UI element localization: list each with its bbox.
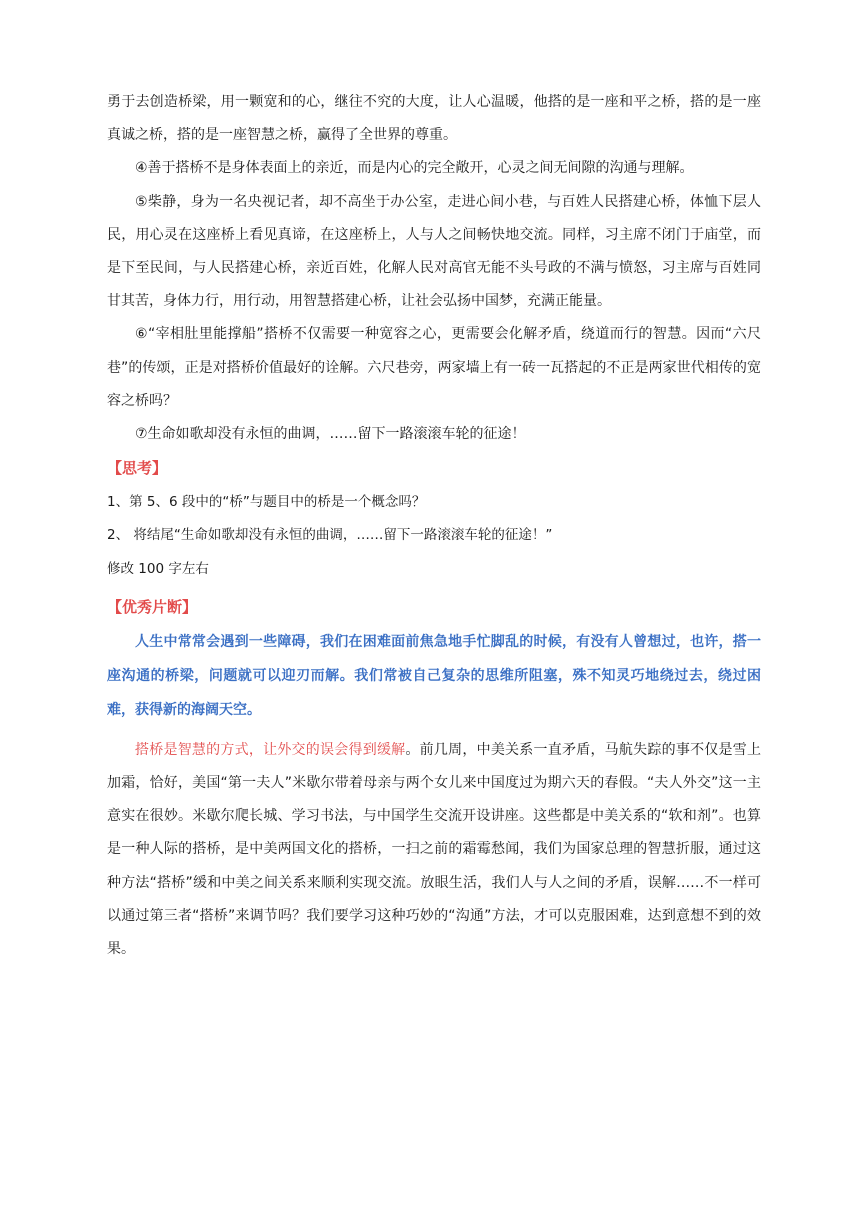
think-question-2: 2、 将结尾“生命如歌却没有永恒的曲调，……留下一路滚滚车轮的征途！” xyxy=(107,527,553,544)
paragraph-5: ⑤柴静，身为一名央视记者，却不高坐于办公室，走进心间小巷，与百姓人民搭建心桥，体恤下层人民，用心灵在这座桥上看见真谛，在这座桥上，人与人之间畅快地交流。同样，习主席不闭门于庙堂，而是下至民间，与人民搭建心桥，亲近百姓，化解人民对高官无能不头号政的不满与愤怒，习主席与百姓同甘其苦，身体力行，用行动，用智慧搭建心桥，让社会弘扬中国梦，充满正能量。 xyxy=(107,193,761,310)
paragraph-4: ④善于搭桥不是身体表面上的亲近，而是内心的完全敞开，心灵之间无间隙的沟通与理解。 xyxy=(135,160,694,177)
think-question-1: 1、第 5、6 段中的“桥”与题目中的桥是一个概念吗？ xyxy=(107,494,426,511)
think-heading: 【思考】 xyxy=(107,459,168,478)
paragraph-bridge-builder: 勇于去创造桥梁，用一颗宽和的心，继往不究的大度，让人心温暖，他搭的是一座和平之桥，搭的是一座真诚之桥，搭的是一座智慧之桥，赢得了全世界的尊重。 xyxy=(107,94,761,144)
highlighted-sentence: 搭桥是智慧的方式，让外交的误会得到缓解 xyxy=(135,741,406,758)
paragraph-6: ⑥“宰相肚里能撑船”搭桥不仅需要一种宽容之心，更需要会化解矛盾，绕道而行的智慧。因而“六尺巷”的传颂，正是对搭桥价值最好的诠解。六尺巷旁，两家墙上有一砖一瓦搭起的不正是两家世代相传的宽容之桥吗？ xyxy=(107,326,761,409)
excellent-heading: 【优秀片断】 xyxy=(107,597,198,616)
document-body xyxy=(107,86,761,966)
excellent-paragraph-2 xyxy=(107,734,761,966)
think-instruction: 修改 100 字左右 xyxy=(107,560,209,577)
excellent-paragraph-2-text: 。前几周，中美关系一直矛盾，马航失踪的事不仅是雪上加霜，恰好，美国“第一夫人”米歇尔带着母亲与两个女儿来中国度过为期六天的春假。“夫人外交”这一主意实在很妙。米歇尔爬长城、学习书法，与中国学生交流开设讲座。这些都是中美关系的“软和剂”。也算是一种人际的搭桥，是中美两国文化的搭桥，一扫之前的霜霉愁闻，我们为国家总理的智慧折服，通过这种方法“搭桥”缓和中美之间关系来顺利实现交流。放眼生活，我们人与人之间的矛盾，误解……不一样可以通过第三者“搭桥”来调节吗？我们要学习这种巧妙的“沟通”方法，才可以克服困难，达到意想不到的效果。 xyxy=(107,741,762,957)
excellent-paragraph-1: 人生中常常会遇到一些障碍，我们在困难面前焦急地手忙脚乱的时候，有没有人曾想过，也许，搭一座沟通的桥梁，问题就可以迎刃而解。我们常被自己复杂的思维所阻塞，殊不知灵巧地绕过去，绕过困难，获得新的海阔天空。 xyxy=(107,633,761,719)
paragraph-7: ⑦生命如歌却没有永恒的曲调，……留下一路滚滚车轮的征途！ xyxy=(135,426,526,443)
